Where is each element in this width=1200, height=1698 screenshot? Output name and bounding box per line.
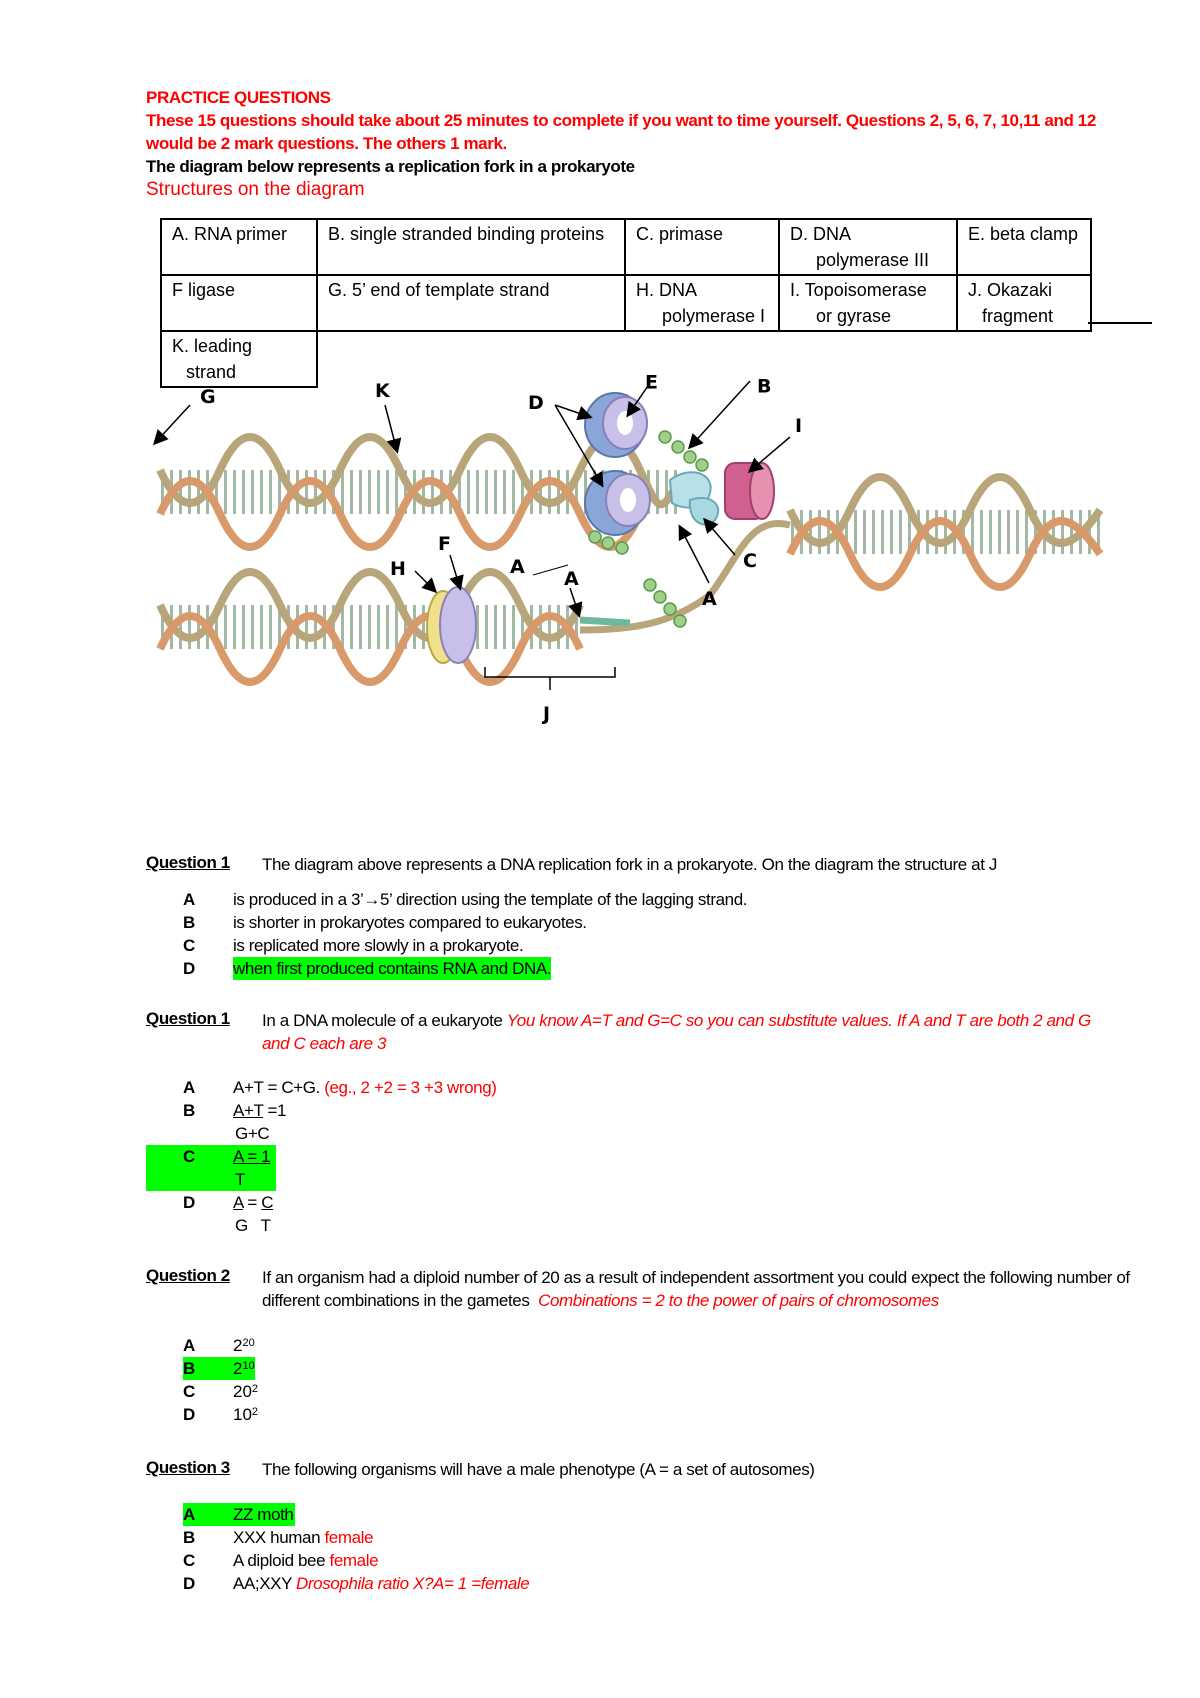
- option-letter[interactable]: D: [183, 959, 196, 978]
- correct-answer-highlight-extension: [146, 1168, 246, 1191]
- option-text[interactable]: is replicated more slowly in a prokaryote.: [233, 936, 524, 955]
- topoisomerase: [725, 463, 774, 519]
- replication-fork-diagram: [150, 371, 1110, 805]
- option-letter[interactable]: C: [183, 1382, 196, 1401]
- table-cell: J. Okazaki fragment: [957, 275, 1091, 331]
- option-letter[interactable]: B: [183, 1528, 196, 1547]
- label-e: E: [645, 371, 658, 394]
- option-letter[interactable]: C: [183, 1147, 196, 1166]
- table-row: [161, 275, 1091, 331]
- table-cell: H. DNA polymerase I: [625, 275, 779, 331]
- table-cell: K. leading strand: [161, 331, 317, 387]
- intro-line-1: These 15 questions should take about 25 minutes to complete if you want to time yourself. Questions 2, 5, 6, 7, 10,11 and 12: [146, 111, 1096, 130]
- option-text[interactable]: is shorter in prokaryotes compared to eukaryotes.: [233, 913, 587, 932]
- intro-line-2: would be 2 mark questions. The others 1 mark.: [146, 134, 507, 153]
- option-letter[interactable]: B: [183, 1359, 196, 1378]
- option-letter[interactable]: D: [183, 1574, 196, 1593]
- label-d: D: [528, 392, 544, 414]
- question-2-label: Question 2: [146, 1266, 230, 1285]
- table-extension-line: [1088, 322, 1152, 324]
- option-letter[interactable]: A: [183, 890, 196, 909]
- label-a-3: A: [702, 588, 717, 610]
- table-row: [161, 331, 1091, 387]
- question-1b-note-2: and C each are 3: [262, 1034, 387, 1053]
- label-a-2: A: [564, 568, 579, 590]
- option-fraction[interactable]: A+T =1: [233, 1101, 287, 1120]
- diagram-intro: The diagram below represents a replication fork in a prokaryote: [146, 157, 635, 176]
- question-1-label: Question 1: [146, 853, 230, 872]
- question-1-text: The diagram above represents a DNA replication fork in a prokaryote. On the diagram the structure at J: [262, 855, 997, 874]
- question-1b-note: You know A=T and G=C so you can substitute values. If A and T are both 2 and G: [506, 1011, 1091, 1030]
- question-2-text: If an organism had a diploid number of 20 as a result of independent assortment you could expect the following number of: [262, 1268, 1130, 1287]
- parent-dna-helix: [790, 477, 1100, 587]
- correct-option-text[interactable]: when first produced contains RNA and DNA.: [233, 959, 552, 978]
- option-fraction-denominator: G+C: [235, 1124, 270, 1143]
- label-i: I: [795, 415, 803, 437]
- option-letter[interactable]: A: [183, 1336, 196, 1355]
- polymerase-i-and-ligase: [427, 587, 476, 663]
- option-text[interactable]: $2^{20}$: [233, 1336, 255, 1355]
- label-k: K: [375, 380, 390, 402]
- option-fraction[interactable]: A = C: [233, 1193, 274, 1212]
- correct-option-text[interactable]: $2^{10}$: [233, 1359, 255, 1378]
- option-letter[interactable]: D: [183, 1405, 196, 1424]
- label-b: B: [757, 375, 772, 398]
- option-letter[interactable]: A: [183, 1078, 196, 1097]
- label-a-1: A: [510, 556, 525, 578]
- table-cell: D. DNA polymerase III: [779, 219, 957, 275]
- table-cell: A. RNA primer: [161, 219, 317, 275]
- question-2-text-2: different combinations in the gametes Combinations = 2 to the power of pairs of chromosomes: [262, 1291, 939, 1310]
- label-f: F: [438, 533, 451, 555]
- option-text[interactable]: $10^2$: [233, 1405, 259, 1424]
- label-h: H: [390, 558, 406, 580]
- page-title: PRACTICE QUESTIONS: [146, 88, 331, 107]
- label-c: C: [743, 550, 757, 572]
- table-cell: G. 5’ end of template strand: [317, 275, 625, 331]
- option-fraction-denominator: G T: [235, 1216, 271, 1235]
- option-letter[interactable]: B: [183, 913, 196, 932]
- correct-option-text[interactable]: ZZ moth: [233, 1505, 294, 1524]
- table-cell: I. Topoisomerase or gyrase: [779, 275, 957, 331]
- structures-heading: Structures on the diagram: [146, 179, 365, 200]
- table-cell: E. beta clamp: [957, 219, 1091, 275]
- option-text[interactable]: is produced in a 3’→5’ direction using the template of the lagging strand.: [233, 890, 748, 909]
- table-row: [161, 219, 1091, 275]
- option-text[interactable]: A diploid bee female: [233, 1551, 379, 1570]
- question-1b-text: In a DNA molecule of a eukaryote You know A=T and G=C so you can substitute values. If A and T are both 2 and G: [262, 1011, 1091, 1030]
- option-text[interactable]: XXX human female: [233, 1528, 374, 1547]
- table-cell: F ligase: [161, 275, 317, 331]
- question-1b-label: Question 1: [146, 1009, 230, 1028]
- question-3-label: Question 3: [146, 1458, 230, 1477]
- structures-table: [160, 218, 1092, 388]
- option-text[interactable]: $20^2$: [233, 1382, 259, 1401]
- table-cell: B. single stranded binding proteins: [317, 219, 625, 275]
- option-letter[interactable]: C: [183, 1551, 196, 1570]
- question-3-text: The following organisms will have a male phenotype (A = a set of autosomes): [262, 1460, 815, 1479]
- option-fraction-denominator: T: [235, 1170, 245, 1189]
- correct-option-fraction[interactable]: A = 1: [233, 1147, 271, 1166]
- option-text[interactable]: A+T = C+G. (eg., 2 +2 = 3 +3 wrong): [233, 1078, 497, 1097]
- option-letter[interactable]: B: [183, 1101, 196, 1120]
- option-letter[interactable]: D: [183, 1193, 196, 1212]
- table-cell: C. primase: [625, 219, 779, 275]
- label-a-1-line: [533, 565, 568, 575]
- label-j: J: [543, 703, 551, 725]
- option-letter[interactable]: C: [183, 936, 196, 955]
- primase: [670, 472, 718, 524]
- option-text[interactable]: AA;XXY Drosophila ratio X?A= 1 =female: [233, 1574, 530, 1593]
- option-letter[interactable]: A: [183, 1505, 196, 1524]
- label-g: G: [200, 386, 216, 408]
